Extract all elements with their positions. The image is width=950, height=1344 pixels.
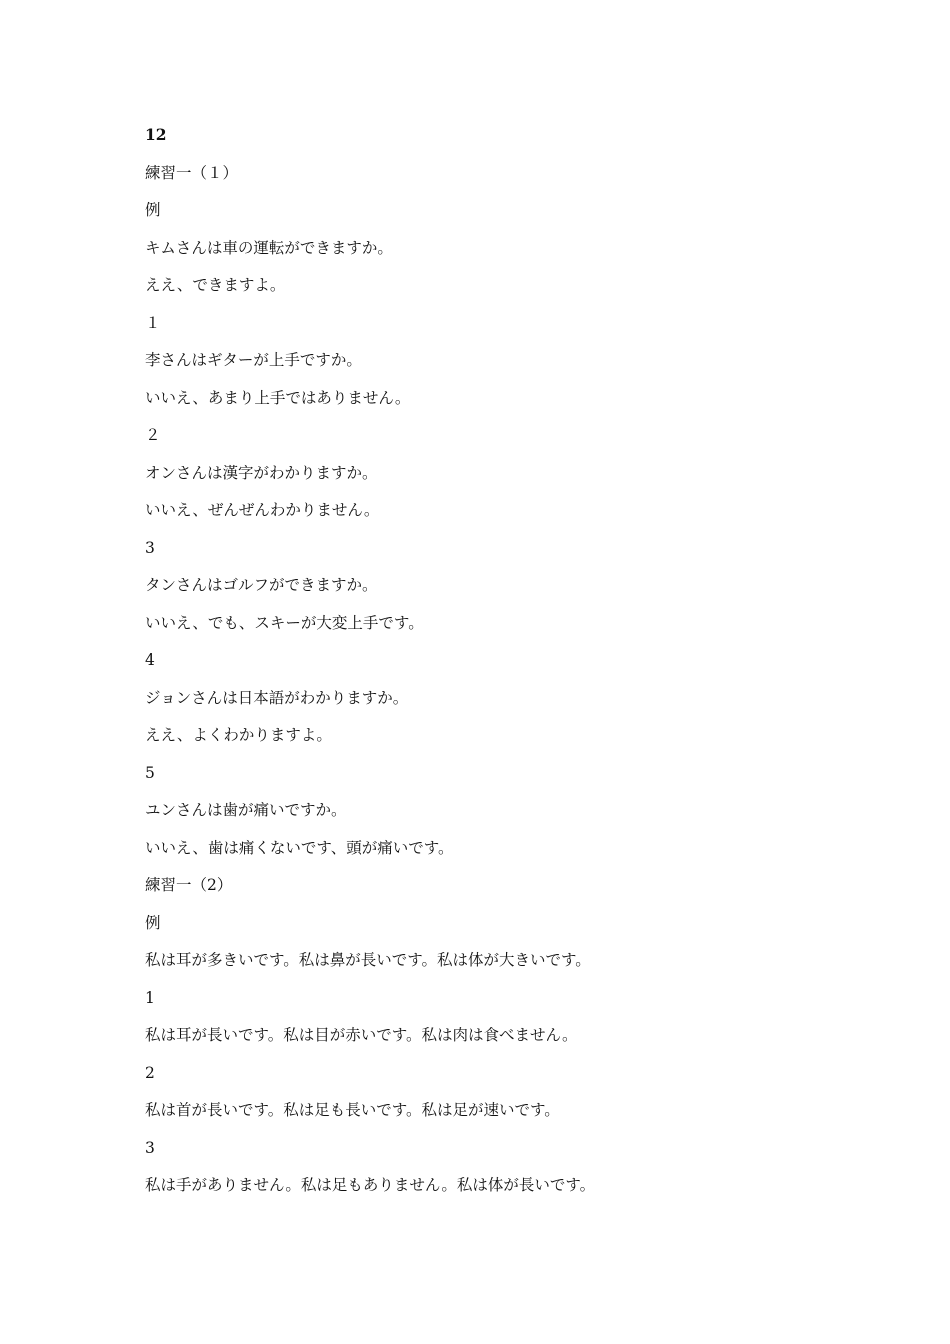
question-line: ユンさんは歯が痛いですか。 — [145, 801, 347, 819]
item-number: 3 — [145, 538, 155, 557]
question-line: オンさんは漢字がわかりますか。 — [145, 463, 378, 482]
answer-line: いいえ、でも、スキーが大変上手です。 — [145, 613, 424, 632]
item-number: 5 — [145, 763, 155, 782]
example-label: 例 — [145, 913, 161, 932]
description-line: 私は手がありません。私は足もありません。私は体が長いです。 — [145, 1176, 596, 1194]
lesson-number: 12 — [145, 125, 167, 144]
example-label: 例 — [145, 201, 161, 219]
question-line: ジョンさんは日本語がわかりますか。 — [145, 688, 409, 707]
item-number: 1 — [145, 988, 155, 1007]
answer-line: いいえ、ぜんぜんわかりません。 — [145, 501, 380, 519]
exercise-heading: 練習一（１） — [145, 163, 239, 182]
question-line: タンさんはゴルフができますか。 — [145, 576, 378, 594]
description-line: 私は耳が長いです。私は目が赤いです。私は肉は食べません。 — [145, 1026, 578, 1044]
answer-line: いいえ、歯は痛くないです、頭が痛いです。 — [145, 838, 454, 857]
exercise-heading: 練習一（2） — [145, 876, 233, 894]
answer-line: ええ、よくわかりますよ。 — [145, 726, 332, 744]
item-number: ２ — [145, 426, 161, 444]
answer-line: ええ、できますよ。 — [145, 276, 286, 294]
item-number: 4 — [145, 651, 155, 669]
description-line: 私は首が長いです。私は足も長いです。私は足が速いです。 — [145, 1101, 560, 1119]
item-number: 2 — [145, 1063, 155, 1082]
document-page — [145, 124, 845, 1212]
description-line: 私は耳が多きいです。私は鼻が長いです。私は体が大きいです。 — [145, 951, 591, 969]
question-line: キムさんは車の運転ができますか。 — [145, 238, 393, 257]
item-number: １ — [145, 313, 161, 332]
answer-line: いいえ、あまり上手ではありません。 — [145, 388, 411, 407]
question-line: 李さんはギターが上手ですか。 — [145, 351, 362, 369]
item-number: 3 — [145, 1138, 155, 1157]
